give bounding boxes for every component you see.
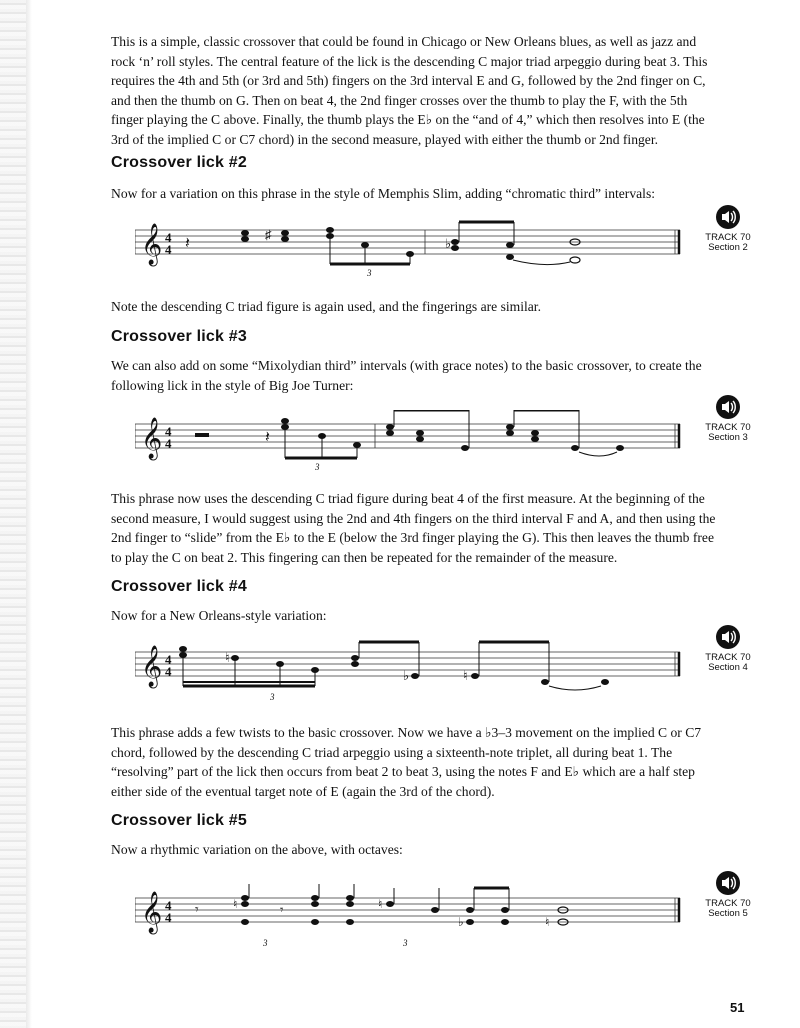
track-label: TRACK 70 (705, 232, 751, 243)
svg-text:4: 4 (165, 424, 172, 439)
page-number: 51 (730, 1000, 745, 1015)
section-label: Section 4 (708, 662, 748, 673)
svg-text:𝄽: 𝄽 (265, 427, 270, 446)
track-label: TRACK 70 (705, 898, 751, 909)
scan-edge (0, 0, 26, 1028)
lick-4-intro: Now for a New Orleans-style variation: (111, 608, 327, 623)
svg-text:♮: ♮ (225, 650, 230, 665)
svg-text:3: 3 (263, 938, 268, 948)
lick-4-note: This phrase adds a few twists to the basic crossover. Now we have a ♭3–3 movement on the implied C or C7 chord, followed by the descending C triad arpeggio using a sixteenth-note triplet, all during beat 1. The “resolving” part of the lick then occurs from beat 2 to beat 3, using the notes F and E♭ which are a half step either side of the eventual target note of E (again the 3rd of the chord). (111, 725, 702, 799)
svg-text:♮: ♮ (463, 668, 468, 683)
heading-lick-4: Crossover lick #4 (111, 578, 247, 595)
track-badge-section-3[interactable] (695, 394, 761, 443)
svg-text:𝄞: 𝄞 (141, 418, 163, 459)
svg-text:4: 4 (165, 664, 172, 679)
lick-2-intro: Now for a variation on this phrase in the style of Memphis Slim, adding “chromatic third” intervals: (111, 186, 656, 201)
svg-text:♭: ♭ (445, 236, 452, 251)
notation-lick-2 (135, 212, 685, 282)
svg-text:𝄾: 𝄾 (195, 902, 199, 918)
svg-text:♮: ♮ (378, 897, 383, 911)
svg-text:𝄞: 𝄞 (141, 892, 163, 933)
svg-text:3: 3 (270, 692, 275, 702)
track-label: TRACK 70 (705, 652, 751, 663)
time-signature-bottom: 4 (165, 242, 172, 257)
svg-text:♯: ♯ (265, 227, 272, 242)
svg-text:3: 3 (315, 462, 320, 472)
track-badge-section-2[interactable] (695, 204, 761, 253)
section-label: Section 5 (708, 908, 748, 919)
heading-lick-5: Crossover lick #5 (111, 812, 247, 829)
speaker-icon[interactable] (715, 204, 741, 230)
svg-text:4: 4 (165, 652, 172, 667)
heading-lick-3: Crossover lick #3 (111, 328, 247, 345)
track-badge-section-5[interactable] (695, 870, 761, 919)
svg-text:♭: ♭ (403, 668, 410, 683)
notation-lick-4 (135, 634, 685, 704)
svg-text:4: 4 (165, 910, 172, 925)
scan-edge-shadow (26, 0, 32, 1028)
treble-clef-icon: 𝄞 (141, 224, 163, 265)
speaker-icon[interactable] (715, 394, 741, 420)
lick-2-note: Note the descending C triad figure is again used, and the fingerings are similar. (111, 299, 541, 314)
track-badge-section-4[interactable] (695, 624, 761, 673)
section-label: Section 2 (708, 242, 748, 253)
speaker-icon[interactable] (715, 624, 741, 650)
svg-text:𝄾: 𝄾 (280, 903, 284, 918)
heading-lick-2: Crossover lick #2 (111, 154, 247, 171)
svg-text:♮: ♮ (233, 897, 238, 911)
svg-text:♭: ♭ (458, 915, 464, 929)
track-label: TRACK 70 (705, 422, 751, 433)
svg-text:♮: ♮ (545, 915, 550, 929)
svg-text:4: 4 (165, 898, 172, 913)
intro-paragraph: This is a simple, classic crossover that could be found in Chicago or New Orleans blues, as well as jazz and rock ‘n’ roll styles. The central feature of the lick is the descending C major triad arpeggio during beat 3. This requires the 4th and 5th (or 3rd and 5th) fingers on the 3rd interval E and G, followed by the 2nd finger on C, and then the thumb on G. Then on beat 4, the 2nd finger crosses over the thumb to play the F, with the 5th finger playing the C above. Finally, the thumb plays the E♭ on the “and of 4,” which then resolves into E (the 3rd of the implied C or C7 chord) in the second measure, played with either the thumb or 2nd finger. (111, 34, 708, 147)
svg-text:𝄽: 𝄽 (185, 233, 190, 252)
svg-text:3: 3 (403, 938, 408, 948)
notation-lick-5 (135, 880, 685, 950)
lick-5-intro: Now a rhythmic variation on the above, with octaves: (111, 842, 403, 857)
time-signature-top: 4 (165, 230, 172, 245)
lick-3-note: This phrase now uses the descending C triad figure during beat 4 of the first measure. At the beginning of the second measure, I would suggest using the 2nd and 4th fingers on the third interval F and A, and then using the 2nd finger to “slide” from the E♭ to the E (below the 3rd finger playing the G). This then leaves the thumb free to play the C on beat 2. This fingering can then be repeated for the remainder of the measure. (111, 491, 716, 565)
svg-text:𝄞: 𝄞 (141, 646, 163, 687)
section-label: Section 3 (708, 432, 748, 443)
svg-text:4: 4 (165, 436, 172, 451)
triplet-label: 3 (367, 268, 372, 278)
speaker-icon[interactable] (715, 870, 741, 896)
notation-lick-3 (135, 410, 685, 480)
lick-3-intro: We can also add on some “Mixolydian third” intervals (with grace notes) to the basic crossover, to create the following lick in the style of Big Joe Turner: (111, 358, 702, 393)
